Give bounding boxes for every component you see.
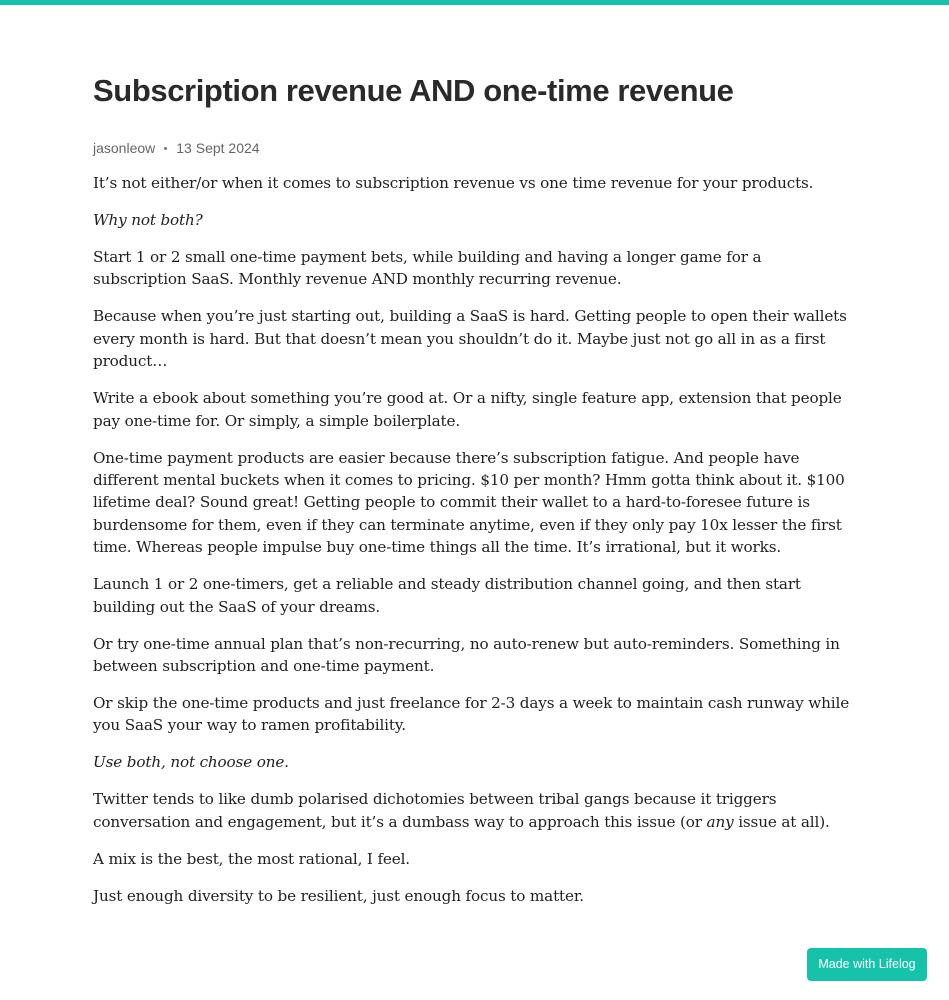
paragraph-7: Launch 1 or 2 one-timers, get a reliable and steady distribution channel going, and then start building out the SaaS of your dreams. — [93, 575, 801, 616]
paragraph-10: Use both, not choose one. — [93, 753, 289, 772]
article — [93, 0, 858, 922]
paragraph-12: A mix is the best, the most rational, I feel. — [93, 849, 410, 868]
paragraph-2: Why not both? — [93, 211, 203, 229]
paragraph-1: It’s not either/or when it comes to subscription revenue vs one time revenue for your products. — [93, 174, 814, 192]
author-name: jasonleow — [93, 140, 156, 156]
paragraph-5: Write a ebook about something you’re good at. Or a nifty, single feature app, extension that people pay one-time for. Or simply, a simple boilerplate. — [93, 389, 842, 430]
page-title: Subscription revenue AND one-time revenue — [93, 73, 734, 108]
paragraph-11-end: issue at all). — [733, 812, 830, 831]
paragraph-11 — [93, 788, 858, 833]
paragraph-11-emphasis: any — [706, 812, 734, 831]
paragraph-8: Or try one-time annual plan that’s non-recurring, no auto-renew but auto-reminders. Something in between subscription and one-time payment. — [93, 634, 840, 676]
meta-separator-dot — [164, 147, 167, 150]
paragraph-3: Start 1 or 2 small one-time payment bets, while building and having a longer game for a subscription SaaS. Monthly revenue AND monthly recurring revenue. — [93, 248, 762, 289]
post-date: 13 Sept 2024 — [176, 140, 260, 156]
paragraph-6: One-time payment products are easier because there’s subscription fatigue. And people have different mental buckets when it comes to pricing. $10 per month? Hmm gotta think about it. $100 lifetime deal? Sound great! Getting people to commit their wallet to a hard-to-foresee future is burdensome for them, even if they can terminate anytime, even if they only pay 10x lesser the first time. Whereas people impulse buy one-time things all the time. It’s irrational, but it works. — [93, 448, 845, 557]
paragraph-4: Because when you’re just starting out, building a SaaS is hard. Getting people to open their wallets every month is hard. But that doesn’t mean you shouldn’t do it. Maybe just not go all in as a first product… — [93, 307, 847, 371]
paragraph-13: Just enough diversity to be resilient, just enough focus to matter. — [93, 886, 584, 905]
post-meta — [93, 139, 858, 157]
made-with-lifelog-button[interactable]: Made with Lifelog — [807, 948, 927, 981]
article-body — [93, 172, 858, 907]
paragraph-11-start: Twitter tends to like dumb polarised dichotomies between tribal gangs because it triggers conversation and engagement, but it’s a dumbass way to approach this issue (or — [93, 790, 777, 831]
paragraph-9: Or skip the one-time products and just freelance for 2-3 days a week to maintain cash runway while you SaaS your way to ramen profitability. — [93, 694, 850, 735]
